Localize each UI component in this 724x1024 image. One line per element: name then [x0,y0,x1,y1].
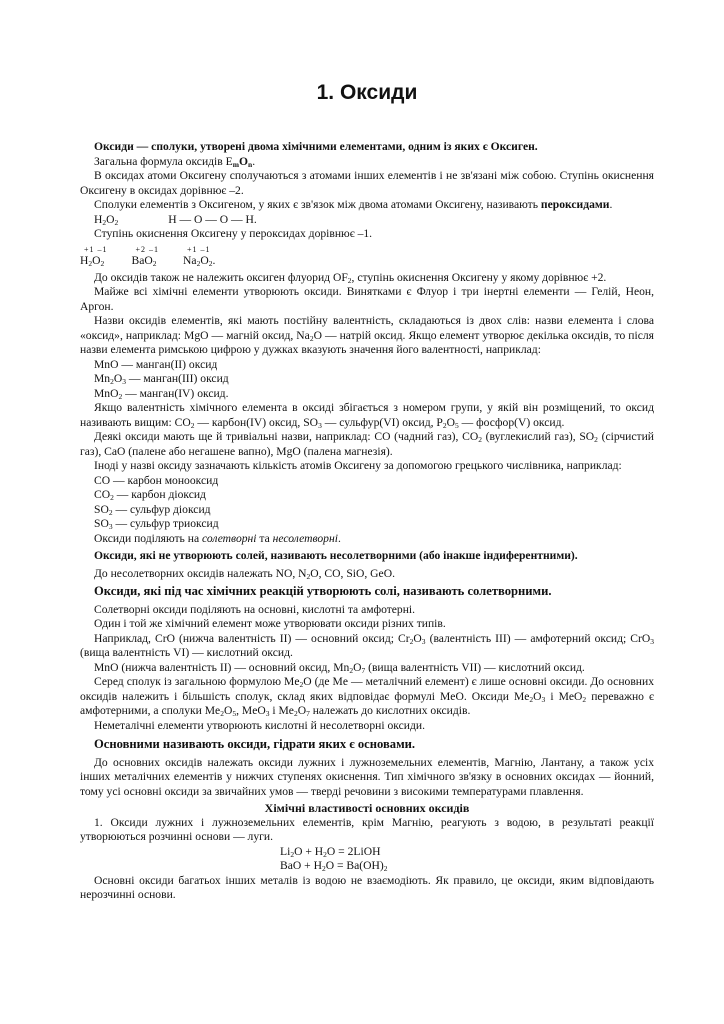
so3-line: $SO_3$ — сульфур триоксид [94,517,219,531]
peroxides-paragraph: Сполуки елементів з Оксигеном, у яких є зв'язок між двома атомами Оксигену, називають пероксидами. [94,198,613,211]
peroxide-examples [80,245,654,267]
basic-oxides-paragraph: До основних оксидів належать оксиди лужних і лужноземельних елементів, Магнію, Лантану, а також усіх інших металічних елементів у нижчих ступенях окиснення. Тип хімічного зв'язку в основних оксидах — йонний, тому усі основні оксиди за звичайних умов — тверді речовини з високими температурами плавлення. [80,755,654,798]
definition-oxides: Оксиди — сполуки, утворені двома хімічними елементами, одним із яких є Оксиген. [94,140,538,153]
salt-types-line: Солетворні оксиди поділяють на основні, кислотні та амфотерні. [94,602,416,616]
manganese-example: MnO (нижча валентність II) — основний оксид, $Mn_2O_7$ (вища валентність VII) — кислотний оксид. [94,660,585,675]
greek-numeral-paragraph: Іноді у назві оксиду зазначають кількість атомів Оксигену за допомогою грецького числівника, наприклад: [94,459,622,472]
mno-line: MnO — манган(II) оксид [94,357,218,371]
co-line: CO — карбон монооксид [94,473,219,487]
chromium-example: Наприклад, CrO (нижча валентність II) — основний оксид; $Cr_2O_3$ (валентність III) — амфотерний оксид; CrO$_3$ (вища валентність VI) — кислотний оксид. [80,631,655,659]
peroxide-example-bao2: +2 –1 BaO$_2$ [131,244,160,268]
equation-li2o: $Li_2O + H_2O$ = 2LiOH [280,844,381,859]
property-1: 1. Оксиди лужних і лужноземельних елементів, крім Магнію, реагують з водою, в результаті реакції утворюються розчинні основи — луги. [80,815,654,843]
naming-paragraph: Назви оксидів елементів, які мають постійну валентність, складаються із двох слів: назви елемента і слова «оксид», наприклад: MgO — магній оксид, $Na_2O$ — натрій оксид. Якщо елемент утворює декілька оксидів, то після назви елемента римською цифрою у дужках вказують значення його валентності, наприклад: [80,314,654,356]
metal-oxides-paragraph: Серед сполук із загальною формулою $Me_2O$ (де Me — металічний елемент) є лише основні оксиди. До основних оксидів належить і більшість сполук, склад яких відповідає формулі MeO. Оксиди $Me_2O_3$ і MeO$_2$ переважно є амфотерними, а сполуки $Me_2O_5$, MeO$_3$ і $Me_2O_7$ належать до кислотних оксидів. [80,675,655,718]
of2-paragraph: До оксидів також не належить оксиген флуорид $OF_2$, ступінь окиснення Оксигену у якому дорівнює +2. [94,270,607,285]
oxygen-bonds-paragraph: В оксидах атоми Оксигену сполучаються з атомами інших елементів і не зв'язані між собою. Ступінь окиснення Оксигену в оксидах дорівнює –2. [80,169,654,197]
equation-bao: BaO + $H_2O = Ba(OH)_2$ [280,859,388,873]
peroxide-example-h2o2: +1 –1 $H_2O_2$ [80,244,108,268]
trivial-names-paragraph: Деякі оксиди мають ще й тривіальні назви, наприклад: CO (чадний газ), $CO_2$ (вуглекислий газ), $SO_2$ (сірчистий газ), CaO (палене або негашене вапно), MgO (палена магнезія). [80,430,654,458]
basic-oxides-definition: Основними називають оксиди, гідрати яких є основами. [94,737,416,751]
peroxide-example-na2o2: +1 –1 $Na_2O_2$. [183,244,216,268]
almost-all-paragraph: Майже всі хімічні елементи утворюють оксиди. Винятками є Флуор і три інертні елементи — Гелій, Неон, Аргон. [80,285,654,313]
salt-definition: Оксиди, які під час хімічних реакцій утворюють солі, називають солетворними. [94,584,552,598]
section-title-basic-properties: Хімічні властивості основних оксидів [264,801,470,815]
mn2o3-line: $Mn_2O_3$ — манган(III) оксид [94,372,229,386]
nonmetals-line: Неметалічні елементи утворюють кислотні й несолетворні оксиди. [94,718,425,732]
general-formula: Загальна формула оксидів $E_mO_n$. [94,154,256,169]
same-element-line: Один і той же хімічний елемент може утворювати оксиди різних типів. [94,617,446,630]
higher-oxide-paragraph: Якщо валентність хімічного елемента в оксиді збігається з номером групи, у якій він розміщений, то оксид називають вищим: $CO_2$ — карбон(IV) оксид, $SO_3$ — сульфур(VI) оксид, $P_2O_5$ — фосфор(V) оксид. [80,401,654,430]
h2o2-structure: $H_2O_2$ H — O — O — H. [94,212,257,227]
nonsalt-list: До несолетворних оксидів належать NO, $N_2O$, CO, SiO, GeO. [94,566,395,581]
nonsalt-definition: Оксиди, які не утворюють солей, називають несолетворними (або інакше індиферентними). [94,549,578,562]
document-page [80,80,654,903]
classification-line: Оксиди поділяють на солетворні та несолетворні. [94,531,341,545]
mno2-line: MnO$_2$ — манган(IV) оксид. [94,386,229,401]
insoluble-paragraph: Основні оксиди багатьох інших металів із водою не взаємодіють. Як правило, це оксиди, яким відповідають нерозчинні основи. [80,873,654,901]
page-title: 1. Оксиди [316,81,418,104]
co2-line: $CO_2$ — карбон діоксид [94,488,206,502]
so2-line: $SO_2$ — сульфур діоксид [94,502,211,517]
peroxide-oxidation-state: Ступінь окиснення Оксигену у пероксидах дорівнює –1. [94,227,373,240]
